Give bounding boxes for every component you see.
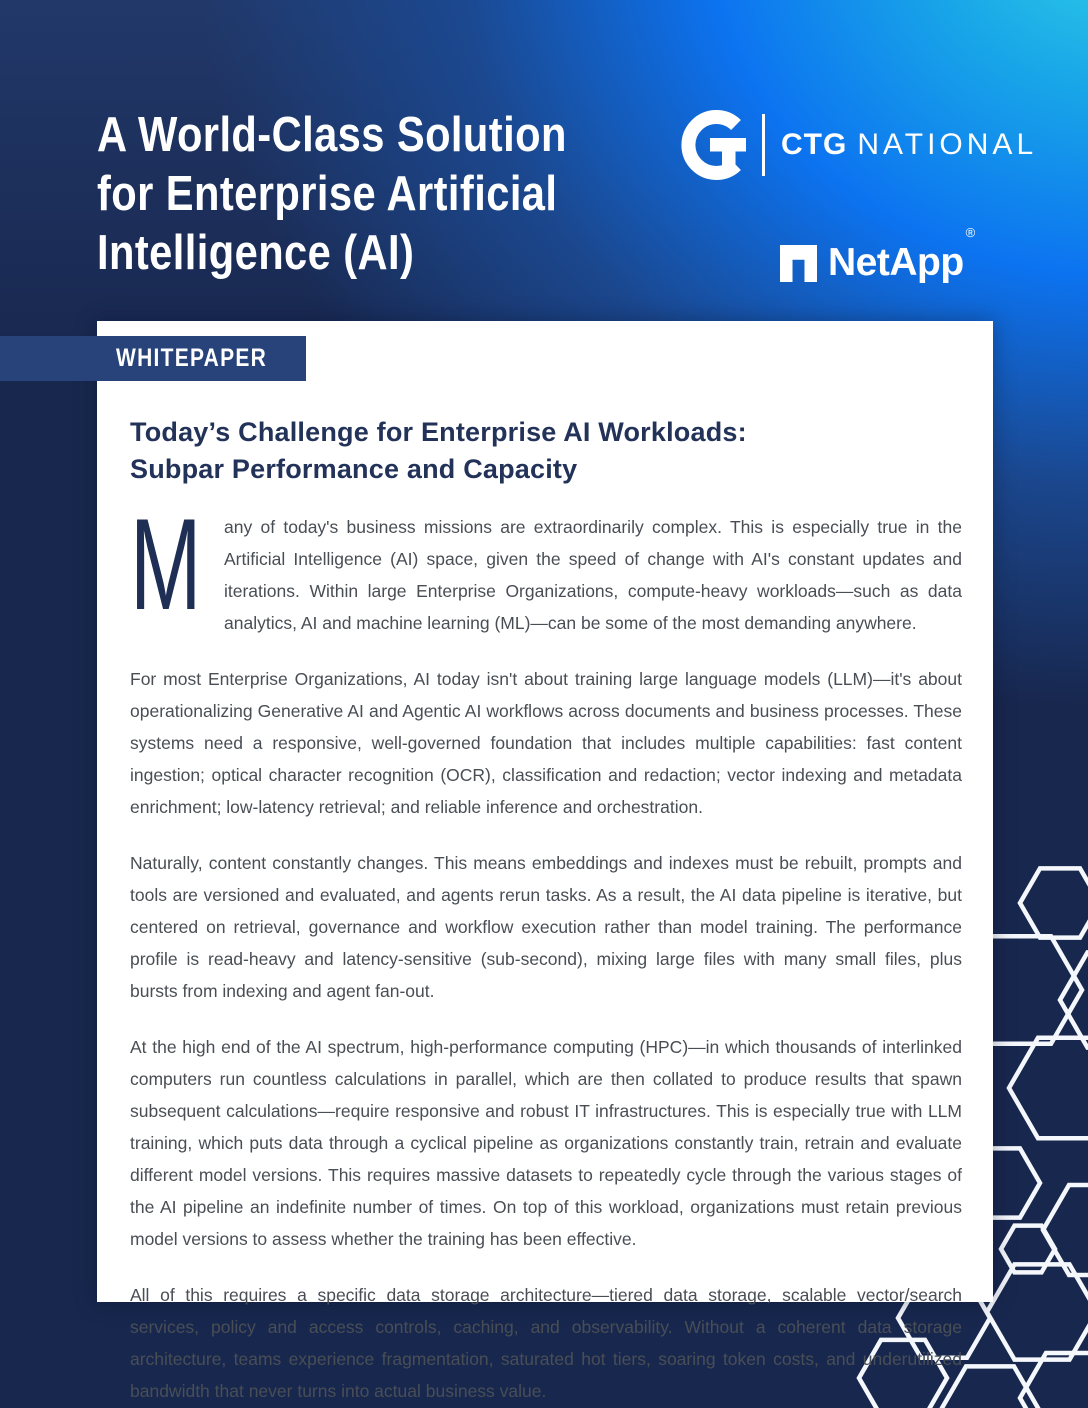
whitepaper-badge: WHITEPAPER <box>116 344 268 372</box>
whitepaper-ribbon <box>0 336 306 381</box>
dropcap-letter: M <box>130 491 202 637</box>
title-line-1: A World-Class Solution <box>97 108 567 162</box>
paragraph-5: All of this requires a specific data storage architecture—tiered data storage, scalable vector/search services, policy and access controls, caching, and observability. Without a coherent data storage architecture, teams experience fragmentation, saturated hot tiers, soaring token costs, and underutilized bandwidth that never turns into actual business value. <box>130 1285 962 1401</box>
section-heading <box>130 414 962 488</box>
heading-line-1: Today’s Challenge for Enterprise AI Workloads: <box>130 417 747 447</box>
ctg-monogram-icon <box>676 104 748 186</box>
title-line-2: for Enterprise Artificial <box>97 167 558 221</box>
ctg-wordmark <box>781 128 1037 162</box>
national-text: NATIONAL <box>857 128 1038 161</box>
paragraph-1-text: any of today's business missions are extraordinarily complex. This is especially true in the Artificial Intelligence (AI) space, given the speed of change with AI's constant updates and iterations. Within large Enterprise Organizations, compute-heavy workloads—such as data analytics, AI and machine learning (ML)—can be some of the most demanding anywhere. <box>224 517 962 633</box>
title-line-3: Intelligence (AI) <box>97 226 415 280</box>
netapp-text: NetApp <box>828 241 964 284</box>
netapp-n-icon <box>780 245 817 282</box>
content-panel <box>97 321 993 1401</box>
netapp-wordmark <box>828 225 976 285</box>
article-body <box>130 414 962 1407</box>
paragraph-1 <box>130 491 962 639</box>
document-title <box>97 106 567 283</box>
paragraph-4: At the high end of the AI spectrum, high-performance computing (HPC)—in which thousands of interlinked computers run countless calculations in parallel, which are then collated to produce results that spawn subsequent calculations—require responsive and robust IT infrastructures. This is especially true with LLM training, which puts data through a cyclical pipeline as organizations constantly train, retrain and evaluate different model versions. This requires massive datasets to repeatedly cycle through the various stages of the AI pipeline an indefinite number of times. On top of this workload, organizations must retain previous model versions to assess whether the training has been effective. <box>130 1037 962 1249</box>
paragraph-3: Naturally, content constantly changes. This means embeddings and indexes must be rebuilt, prompts and tools are versioned and evaluated, and agents rerun tasks. As a result, the AI data pipeline is iterative, but centered on retrieval, governance and workflow execution rather than model training. The performance profile is read-heavy and latency-sensitive (sub-second), mixing large files with many small files, plus bursts from indexing and agent fan-out. <box>130 853 962 1001</box>
registered-mark: ® <box>965 225 976 240</box>
paragraph-2: For most Enterprise Organizations, AI today isn't about training large language models (LLM)—it's about operationalizing Generative AI and Agentic AI workflows across documents and business processes. These systems need a responsive, well-governed foundation that includes multiple capabilities: fast content ingestion; optical character recognition (OCR), classification and redaction; vector indexing and metadata enrichment; low-latency retrieval; and reliable inference and orchestration. <box>130 669 962 817</box>
ctg-text: CTG <box>781 128 848 161</box>
logo-divider <box>762 114 765 176</box>
netapp-logo <box>780 225 976 285</box>
heading-line-2: Subpar Performance and Capacity <box>130 454 578 484</box>
ctg-national-logo <box>676 104 1037 186</box>
